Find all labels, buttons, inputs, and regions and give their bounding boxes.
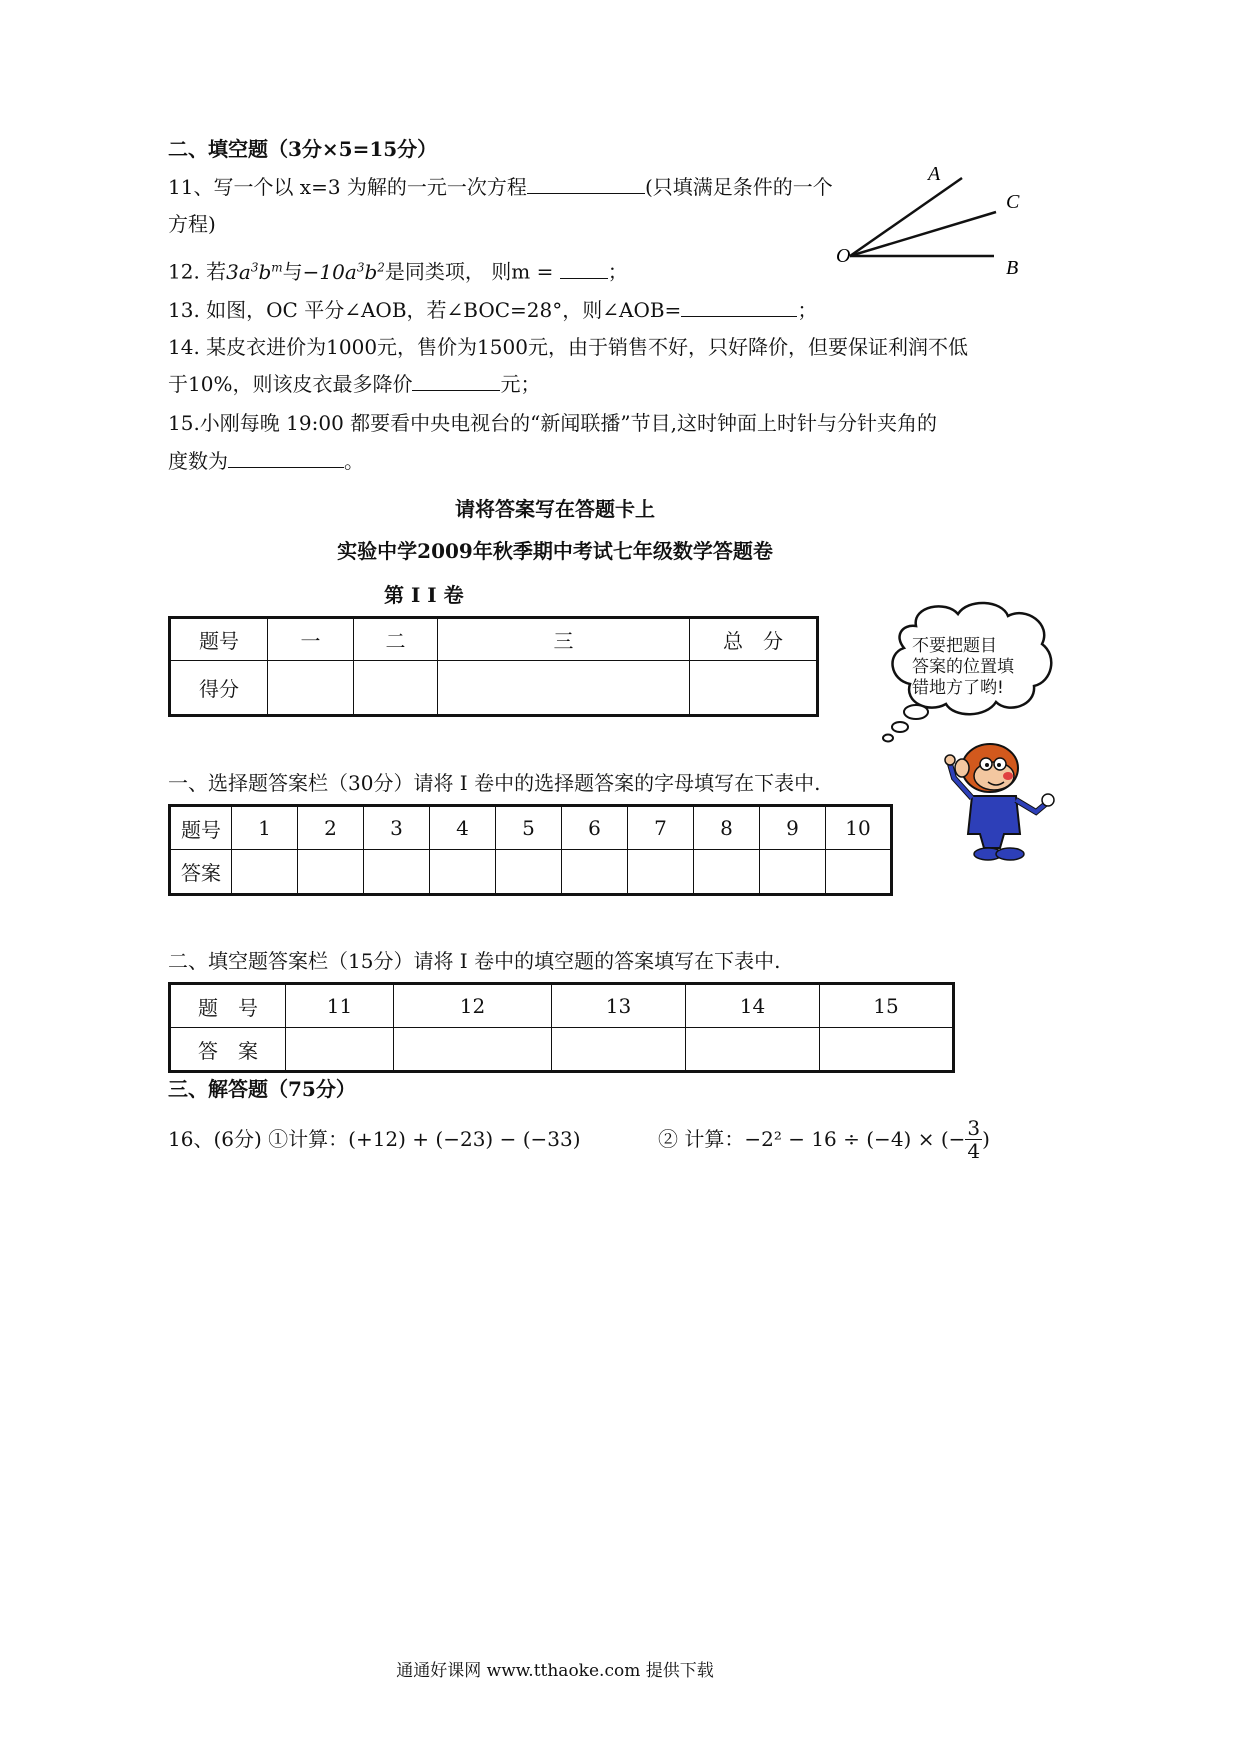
fill-heading: 二、填空题答案栏（15分）请将 I 卷中的填空题的答案填写在下表中. [168, 949, 781, 973]
mcq-row-label: 题号 [170, 806, 232, 850]
bubble-line: 答案的位置填 [912, 657, 1014, 677]
answer-blank-11[interactable] [527, 175, 645, 194]
mcq-number: 5 [496, 806, 562, 850]
question-14-cont: 于10%，则该皮衣最多降价 元； [168, 372, 541, 396]
score-cell[interactable] [690, 661, 818, 716]
label-c: C [1006, 191, 1020, 213]
fill-answer-cell[interactable] [820, 1028, 954, 1072]
score-header: 总 分 [690, 618, 818, 661]
fill-number: 11 [286, 984, 394, 1028]
fill-answer-table [168, 982, 955, 1073]
mcq-number: 6 [562, 806, 628, 850]
question-13: 13. 如图，OC 平分∠AOB，若∠BOC=28°，则∠AOB= ； [168, 298, 818, 322]
answer-blank-15[interactable] [228, 449, 344, 468]
label-b: B [1006, 257, 1019, 278]
fill-row-label: 答 案 [170, 1028, 286, 1072]
footer: 通通好课网 www.tthaoke.com 提供下载 [396, 1661, 714, 1681]
mcq-number: 10 [826, 806, 892, 850]
fill-answer-cell[interactable] [686, 1028, 820, 1072]
fill-answer-cell[interactable] [286, 1028, 394, 1072]
mcq-number: 1 [232, 806, 298, 850]
mcq-answer-cell[interactable] [364, 850, 430, 895]
question-11: 11、写一个以 x=3 为解的一元一次方程 (只填满足条件的一个 [168, 175, 833, 199]
fill-number: 15 [820, 984, 954, 1028]
mcq-answer-cell[interactable] [694, 850, 760, 895]
mcq-answer-cell[interactable] [628, 850, 694, 895]
fraction: $\frac{3}{4}$ [967, 1115, 981, 1163]
answer-blank-12[interactable] [560, 260, 608, 279]
question-14: 14. 某皮衣进价为1000元，售价为1500元，由于销售不好，只好降价，但要保证利润不低 [168, 335, 968, 359]
mcq-number: 8 [694, 806, 760, 850]
fill-number: 14 [686, 984, 820, 1028]
fill-number: 13 [552, 984, 686, 1028]
mcq-number: 7 [628, 806, 694, 850]
mcq-row-label: 答案 [170, 850, 232, 895]
score-header: 二 [354, 618, 438, 661]
mcq-number: 4 [430, 806, 496, 850]
score-header: 题号 [170, 618, 268, 661]
question-16-part1: 16、(6分) ①计算：(+12) + (−23) − (−33) [168, 1127, 581, 1151]
question-11-cont: 方程) [168, 212, 216, 236]
label-a: A [928, 163, 941, 185]
notice: 请将答案写在答题卡上 [455, 497, 655, 521]
label-o: O [836, 245, 851, 267]
fill-answer-cell[interactable] [552, 1028, 686, 1072]
question-15-cont: 度数为 。 [168, 449, 364, 473]
mcq-number: 3 [364, 806, 430, 850]
bubble-line: 错地方了哟! [912, 678, 1004, 698]
ray-oa [850, 178, 962, 256]
mcq-answer-cell[interactable] [562, 850, 628, 895]
ray-oc [850, 212, 996, 256]
fill-number: 12 [394, 984, 552, 1028]
score-row-label: 得分 [170, 661, 268, 716]
mcq-answer-cell[interactable] [496, 850, 562, 895]
score-header: 三 [438, 618, 690, 661]
mcq-answer-cell[interactable] [232, 850, 298, 895]
volume-label: 第 I I 卷 [384, 583, 464, 607]
mcq-answer-cell[interactable] [826, 850, 892, 895]
score-header: 一 [268, 618, 354, 661]
question-12: 12. 若$3a^3b^m$与$-10a^3b^2$是同类项， 则m = ； [168, 259, 628, 284]
fill-row-label: 题 号 [170, 984, 286, 1028]
section2-heading: 二、填空题（3分×5=15分） [168, 137, 438, 161]
angle-figure [830, 158, 1030, 278]
bubble-text [912, 636, 1036, 699]
page-title: 实验中学2009年秋季期中考试七年级数学答题卷 [337, 539, 773, 563]
answer-blank-14[interactable] [412, 372, 500, 391]
mcq-number: 2 [298, 806, 364, 850]
mcq-heading: 一、选择题答案栏（30分）请将 I 卷中的选择题答案的字母填写在下表中. [168, 771, 821, 795]
score-cell[interactable] [438, 661, 690, 716]
bubble-line: 不要把题目 [912, 636, 997, 656]
mcq-answer-cell[interactable] [298, 850, 364, 895]
cartoon-monkey-icon [944, 738, 1056, 862]
mcq-answer-table [168, 804, 893, 896]
question-15: 15.小刚每晚 19:00 都要看中央电视台的“新闻联播”节目,这时钟面上时针与分针夹角的 [168, 411, 937, 435]
answer-blank-13[interactable] [681, 298, 797, 317]
mcq-answer-cell[interactable] [760, 850, 826, 895]
mcq-number: 9 [760, 806, 826, 850]
score-table [168, 616, 819, 717]
fill-answer-cell[interactable] [394, 1028, 552, 1072]
mcq-answer-cell[interactable] [430, 850, 496, 895]
section3-heading: 三、解答题（75分） [168, 1077, 356, 1101]
question-16-part2: ② 计算： −2² − 16 ÷ (−4) × (− $\frac{3}{4}$ ) [658, 1115, 990, 1163]
score-cell[interactable] [354, 661, 438, 716]
score-cell[interactable] [268, 661, 354, 716]
